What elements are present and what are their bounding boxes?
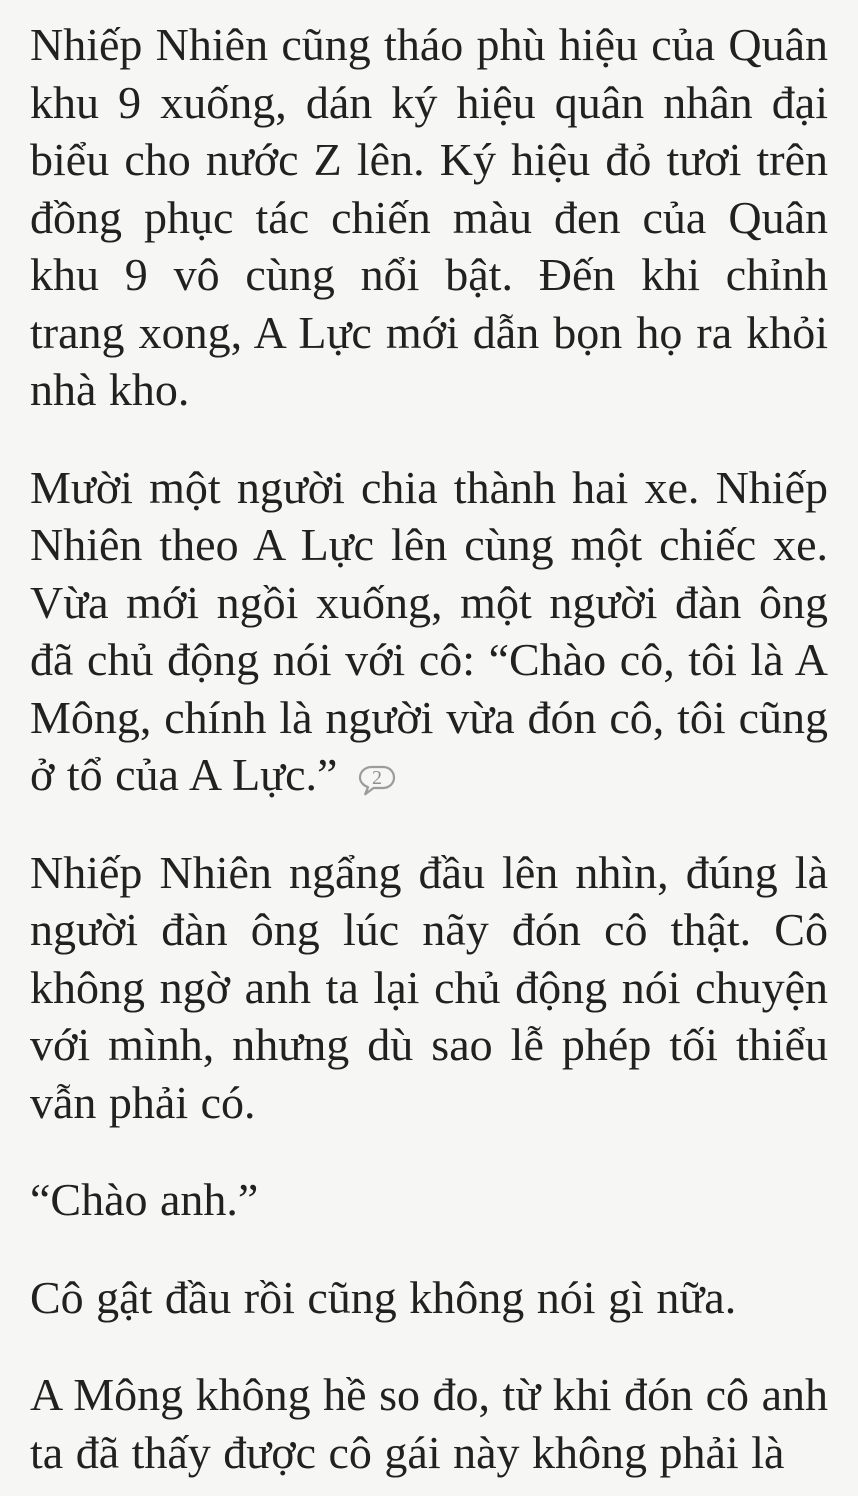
paragraph-text: “Chào anh.” [30, 1174, 259, 1225]
paragraph [30, 844, 828, 1132]
page-content [30, 16, 828, 1481]
comment-count: 2 [371, 767, 382, 789]
paragraph [30, 1171, 828, 1229]
paragraph-text: A Mông không hề so đo, từ khi đón cô anh ta đã thấy được cô gái này không phải là [30, 1369, 828, 1478]
comment-count-bubble[interactable] [358, 764, 396, 796]
paragraph-text: Mười một người chia thành hai xe. Nhiếp Nhiên theo A Lực lên cùng một chiếc xe. Vừa mới ngồi xuống, một người đàn ông đã chủ động nói với cô: “Chào cô, tôi là A Mông, chính là người vừa đón cô, tôi cũng ở tổ của A Lực.” [30, 461, 828, 800]
paragraph [30, 459, 828, 804]
paragraph-text: Cô gật đầu rồi cũng không nói gì nữa. [30, 1271, 737, 1323]
paragraph [30, 1366, 828, 1481]
paragraph [30, 16, 828, 419]
paragraph [30, 1269, 828, 1327]
paragraph-text: Nhiếp Nhiên ngẩng đầu lên nhìn, đúng là người đàn ông lúc nãy đón cô thật. Cô không ngờ anh ta lại chủ động nói chuyện với mình, nhưng dù sao lễ phép tối thiểu vẫn phải có. [30, 846, 828, 1128]
paragraph-text: Nhiếp Nhiên cũng tháo phù hiệu của Quân khu 9 xuống, dán ký hiệu quân nhân đại biểu cho nước Z lên. Ký hiệu đỏ tươi trên đồng phục tác chiến màu đen của Quân khu 9 vô cùng nổi bật. Đến khi chỉnh trang xong, A Lực mới dẫn bọn họ ra khỏi nhà kho. [30, 19, 828, 415]
